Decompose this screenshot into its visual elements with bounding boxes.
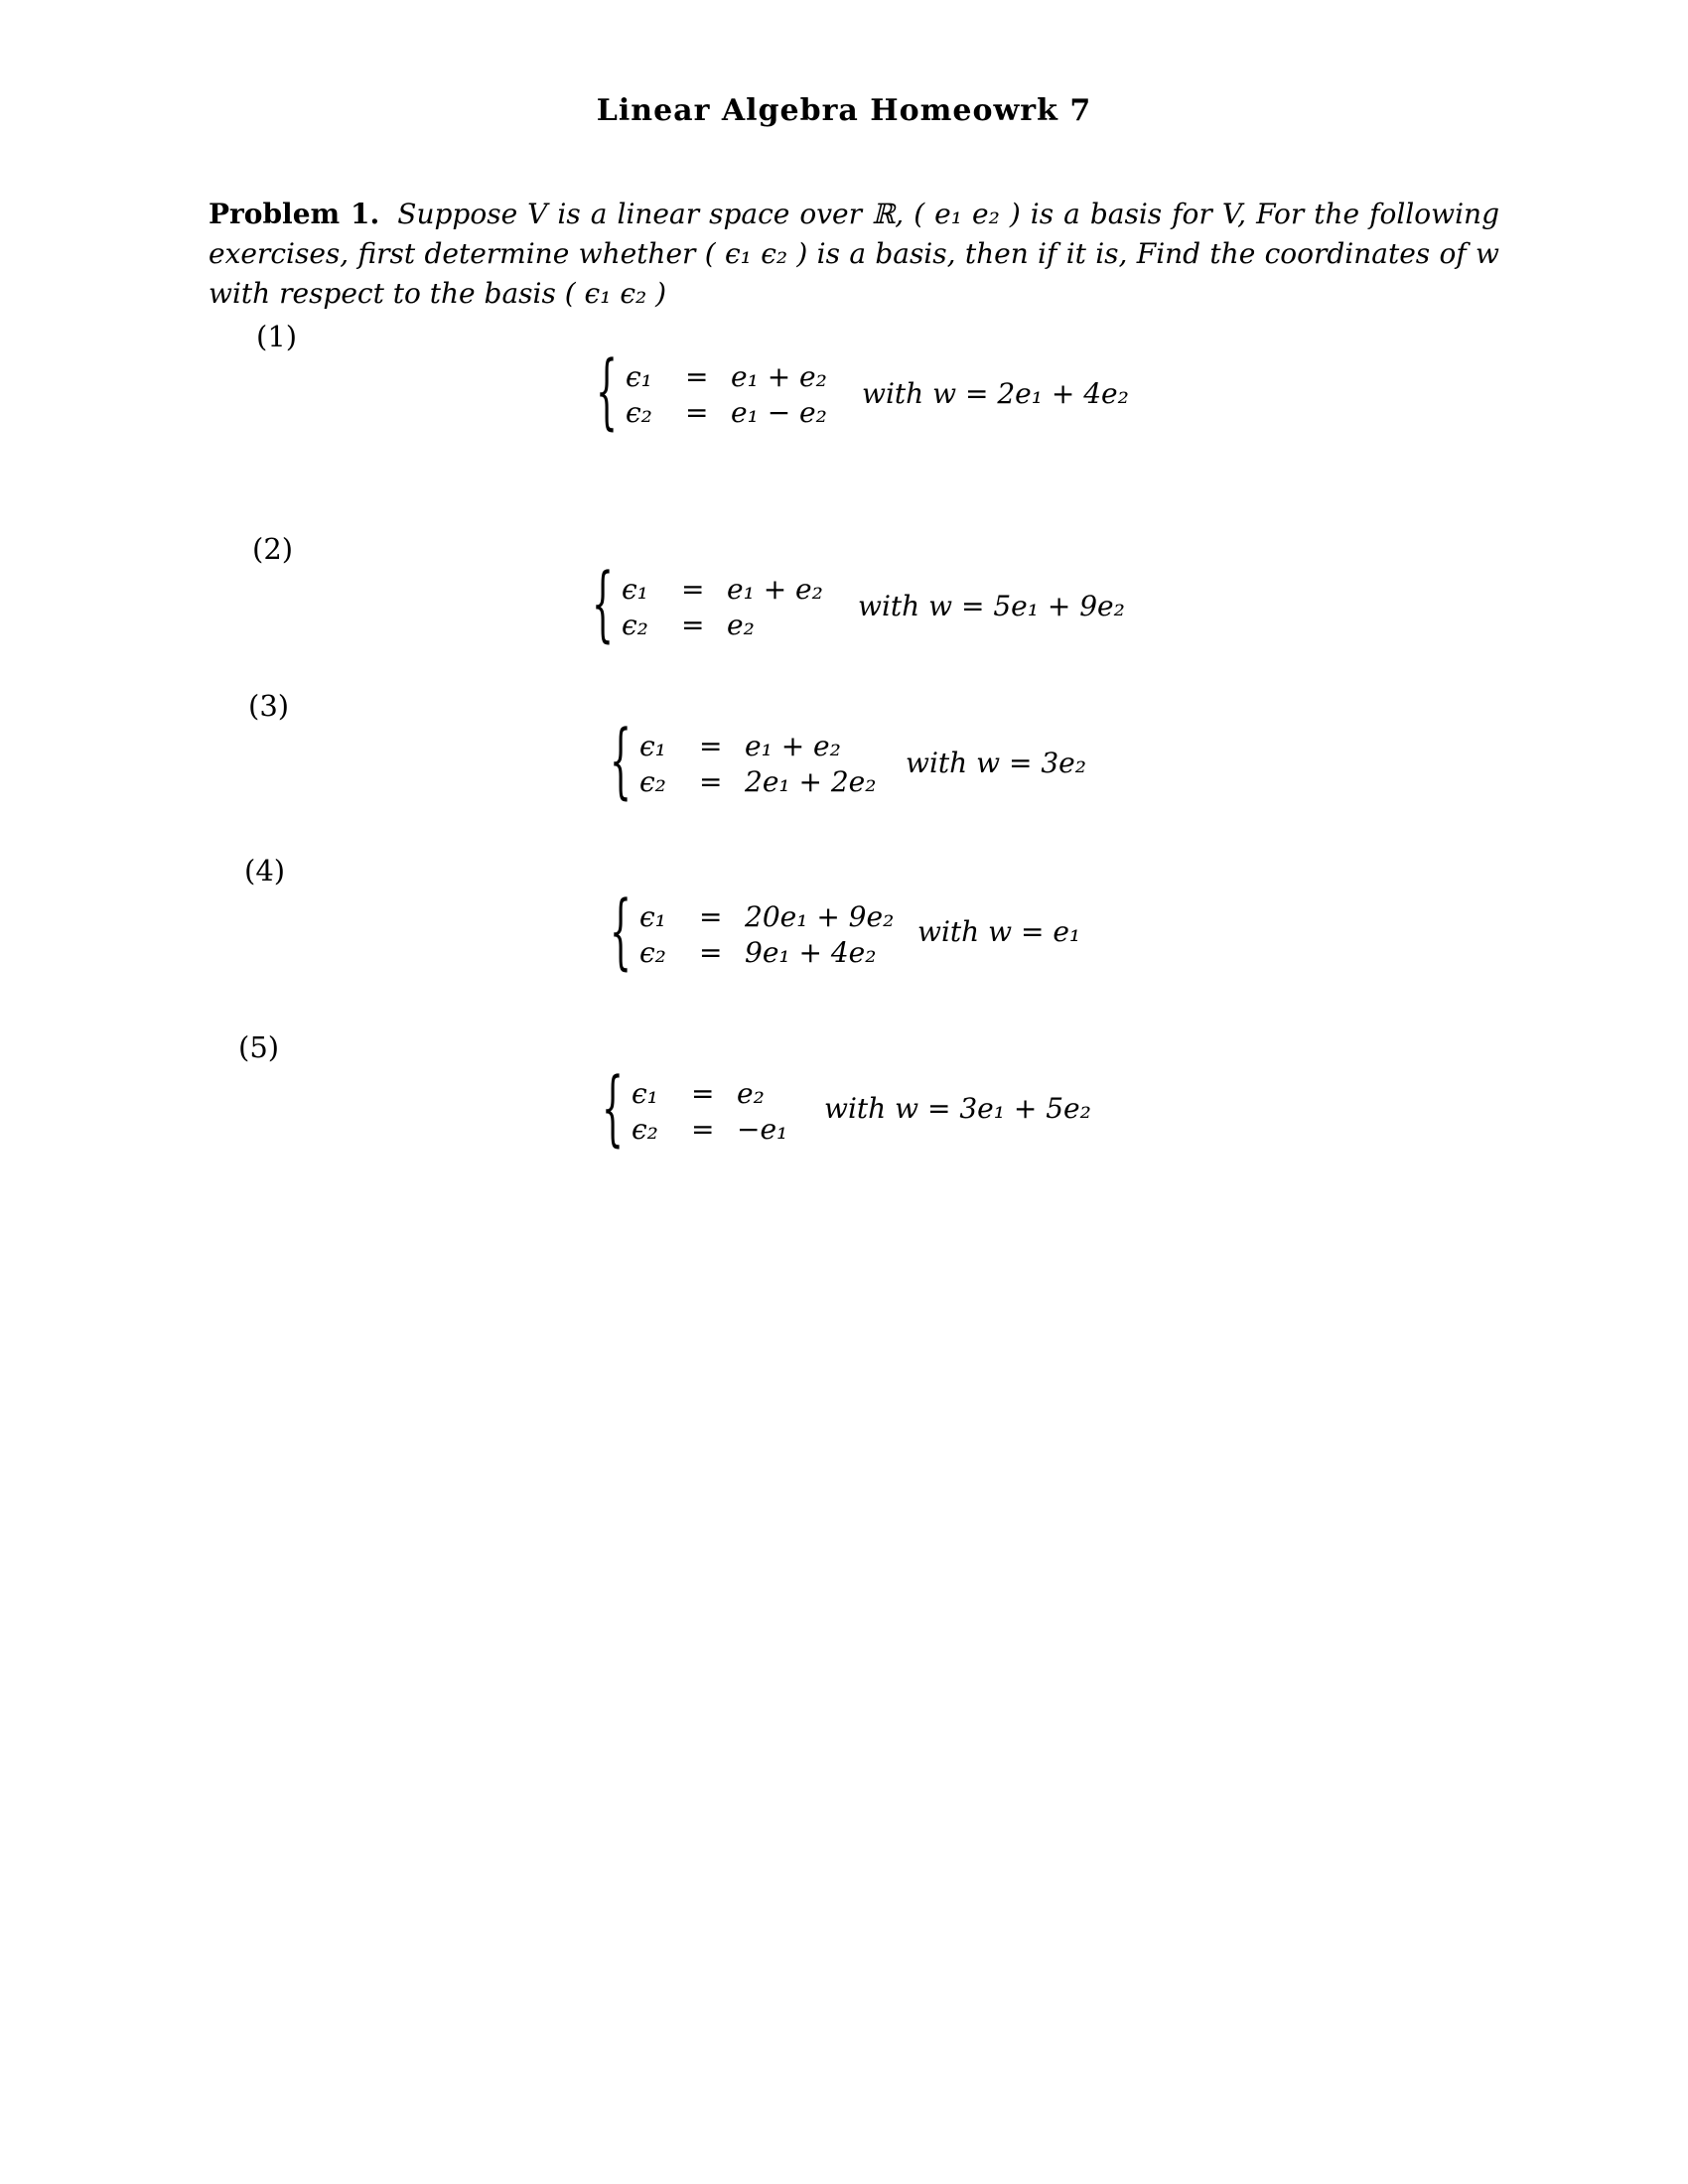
left-brace: {: [602, 1061, 624, 1156]
equation-rhs: 9e₁ + 4e₂: [745, 936, 877, 969]
problem-statement: [209, 195, 1499, 314]
equation-lhs: ϵ₁: [632, 1077, 658, 1110]
equals-sign: =: [685, 360, 709, 393]
equals-sign: =: [681, 573, 705, 606]
equation-lhs: ϵ₁: [622, 573, 648, 606]
part-label: (1): [256, 320, 298, 353]
equation-lhs: ϵ₂: [622, 609, 648, 641]
equals-sign: =: [699, 936, 723, 969]
equals-sign: =: [681, 609, 705, 641]
problem-heading: Problem 1.: [209, 198, 380, 230]
equals-sign: =: [685, 396, 709, 429]
equals-sign: =: [699, 900, 723, 933]
vector-w-definition: with w = e₁: [917, 915, 1081, 948]
equation-rhs: e₁ − e₂: [731, 396, 827, 429]
equation-rhs: e₂: [727, 609, 755, 641]
equation-lhs: ϵ₂: [639, 936, 666, 969]
vector-w-definition: with w = 2e₁ + 4e₂: [862, 377, 1129, 410]
part-label: (5): [238, 1030, 280, 1064]
equation-lhs: ϵ₁: [639, 730, 666, 762]
part-label: (2): [252, 532, 294, 566]
equals-sign: =: [691, 1113, 715, 1146]
problem-text: Suppose V is a linear space over ℝ, ( e₁ e₂ ) is a basis for V, For the following exercises, first determine whether ( ϵ₁ ϵ₂ ) is a basis, then if it is, Find the coordinates of w with respect to the basis ( ϵ₁ ϵ₂ ): [209, 198, 1499, 310]
vector-w-definition: with w = 3e₁ + 5e₂: [824, 1092, 1091, 1125]
equation-lhs: ϵ₂: [632, 1113, 658, 1146]
left-brace: {: [610, 885, 632, 979]
equation-rhs: 20e₁ + 9e₂: [745, 900, 895, 933]
left-brace: {: [610, 714, 632, 808]
equation-rhs: e₂: [737, 1077, 765, 1110]
equals-sign: =: [699, 730, 723, 762]
equals-sign: =: [691, 1077, 715, 1110]
left-brace: {: [596, 344, 618, 439]
part-label: (4): [244, 854, 286, 887]
equation-rhs: −e₁: [737, 1113, 788, 1146]
equation-rhs: e₁ + e₂: [727, 573, 823, 606]
vector-w-definition: with w = 3e₂: [906, 747, 1086, 779]
equation-lhs: ϵ₁: [639, 900, 666, 933]
equation-rhs: e₁ + e₂: [731, 360, 827, 393]
page-title: Linear Algebra Homeowrk 7: [596, 93, 1092, 128]
equation-rhs: e₁ + e₂: [745, 730, 841, 762]
left-brace: {: [592, 557, 614, 651]
equation-lhs: ϵ₂: [626, 396, 652, 429]
part-label: (3): [248, 689, 290, 723]
equals-sign: =: [699, 765, 723, 798]
equation-lhs: ϵ₂: [639, 765, 666, 798]
equation-rhs: 2e₁ + 2e₂: [745, 765, 877, 798]
equation-lhs: ϵ₁: [626, 360, 652, 393]
vector-w-definition: with w = 5e₁ + 9e₂: [858, 590, 1125, 622]
